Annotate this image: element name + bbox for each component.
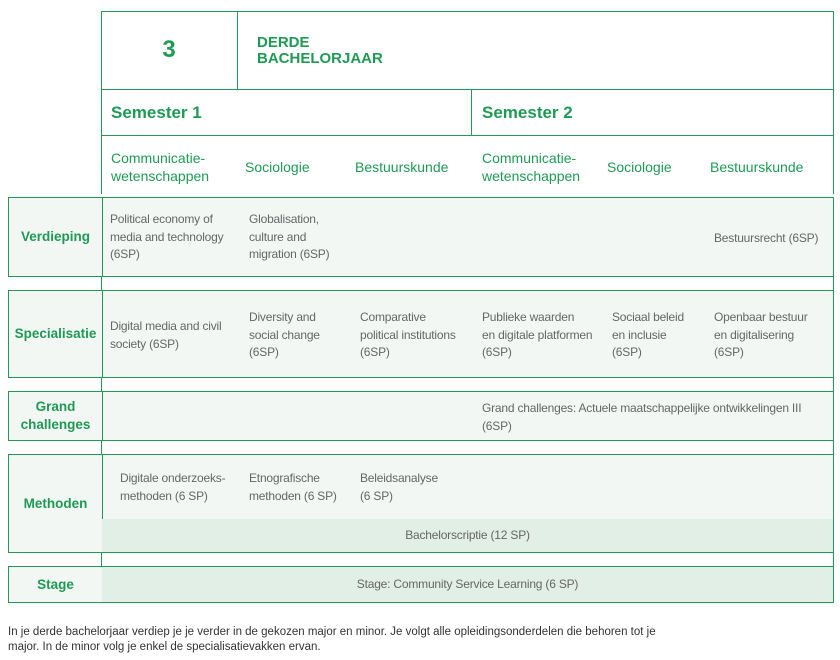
semester-2-label: Semester 2 — [482, 103, 573, 122]
footer-description: In je derde bachelorjaar verdiep je je verder in de gekozen major en minor. Je volgt alle opleidingsonderdelen die behoren tot je major. In de minor volg je enkel de specialisatievakken ervan. — [8, 626, 656, 653]
course-grand-challenges: Grand challenges: Actuele maatschappelijke ontwikkelingen III (6SP) — [482, 401, 802, 433]
course-digitale-onderzoeksmethoden: Digitale onderzoeks- methoden (6 SP) — [120, 471, 226, 503]
row-label-grand-challenges: Grand challenges — [9, 392, 103, 440]
course-globalisation: Globalisation, culture and migration (6SP) — [249, 212, 330, 261]
course-etnografische-methoden: Etnografische methoden (6 SP) — [249, 471, 337, 503]
semester-divider — [471, 89, 472, 135]
course-openbaar-bestuur: Openbaar bestuur en digitalisering (6SP) — [714, 310, 808, 359]
year-title-line1: DERDE — [257, 34, 310, 51]
course-sociaal-beleid: Sociaal beleid en inclusie (6SP) — [612, 310, 684, 359]
connector-2 — [101, 377, 834, 392]
row-grand-challenges — [8, 391, 834, 441]
connector-1 — [101, 276, 834, 291]
year-divider — [237, 11, 238, 89]
row-label-verdieping: Verdieping — [9, 198, 103, 276]
subject-header-soc-s2: Sociologie — [607, 159, 672, 175]
subject-header-comm-s2: Communicatie- wetenschappen — [482, 150, 581, 184]
stage-band — [102, 567, 833, 602]
row-label-specialisatie: Specialisatie — [9, 291, 103, 377]
course-bestuursrecht: Bestuursrecht (6SP) — [714, 231, 819, 245]
course-publieke-waarden: Publieke waarden en digitale platformen (6SP) — [482, 310, 593, 359]
row-verdieping — [8, 197, 834, 277]
row-methoden — [8, 454, 834, 553]
semester-1-label: Semester 1 — [111, 103, 202, 122]
header-divider-1 — [101, 89, 834, 90]
year-title — [257, 35, 383, 67]
course-digital-media: Digital media and civil society (6SP) — [110, 319, 222, 351]
year-number: 3 — [162, 36, 176, 63]
connector-3 — [101, 440, 834, 455]
subject-header-bestuur-s2: Bestuurskunde — [710, 159, 804, 175]
course-comparative: Comparative political institutions (6SP) — [360, 310, 456, 359]
row-label-methoden: Methoden — [9, 455, 103, 552]
header-divider-2 — [101, 135, 834, 136]
row-stage — [8, 566, 834, 603]
course-bachelorscriptie: Bachelorscriptie (12 SP) — [405, 527, 530, 542]
row-specialisatie — [8, 290, 834, 378]
course-political-economy: Political economy of media and technology (6SP) — [110, 212, 224, 261]
course-beleidsanalyse: Beleidsanalyse (6 SP) — [360, 471, 438, 503]
row-label-stage: Stage — [9, 567, 103, 602]
year-title-line2: BACHELORJAAR — [257, 50, 383, 67]
course-diversity: Diversity and social change (6SP) — [249, 310, 320, 359]
subject-header-soc-s1: Sociologie — [245, 159, 310, 175]
course-stage: Stage: Community Service Learning (6 SP) — [356, 576, 579, 591]
subject-header-bestuur-s1: Bestuurskunde — [355, 159, 449, 175]
connector-4 — [101, 552, 834, 567]
subject-header-comm-s1: Communicatie- wetenschappen — [111, 150, 210, 184]
thesis-band — [102, 519, 833, 552]
